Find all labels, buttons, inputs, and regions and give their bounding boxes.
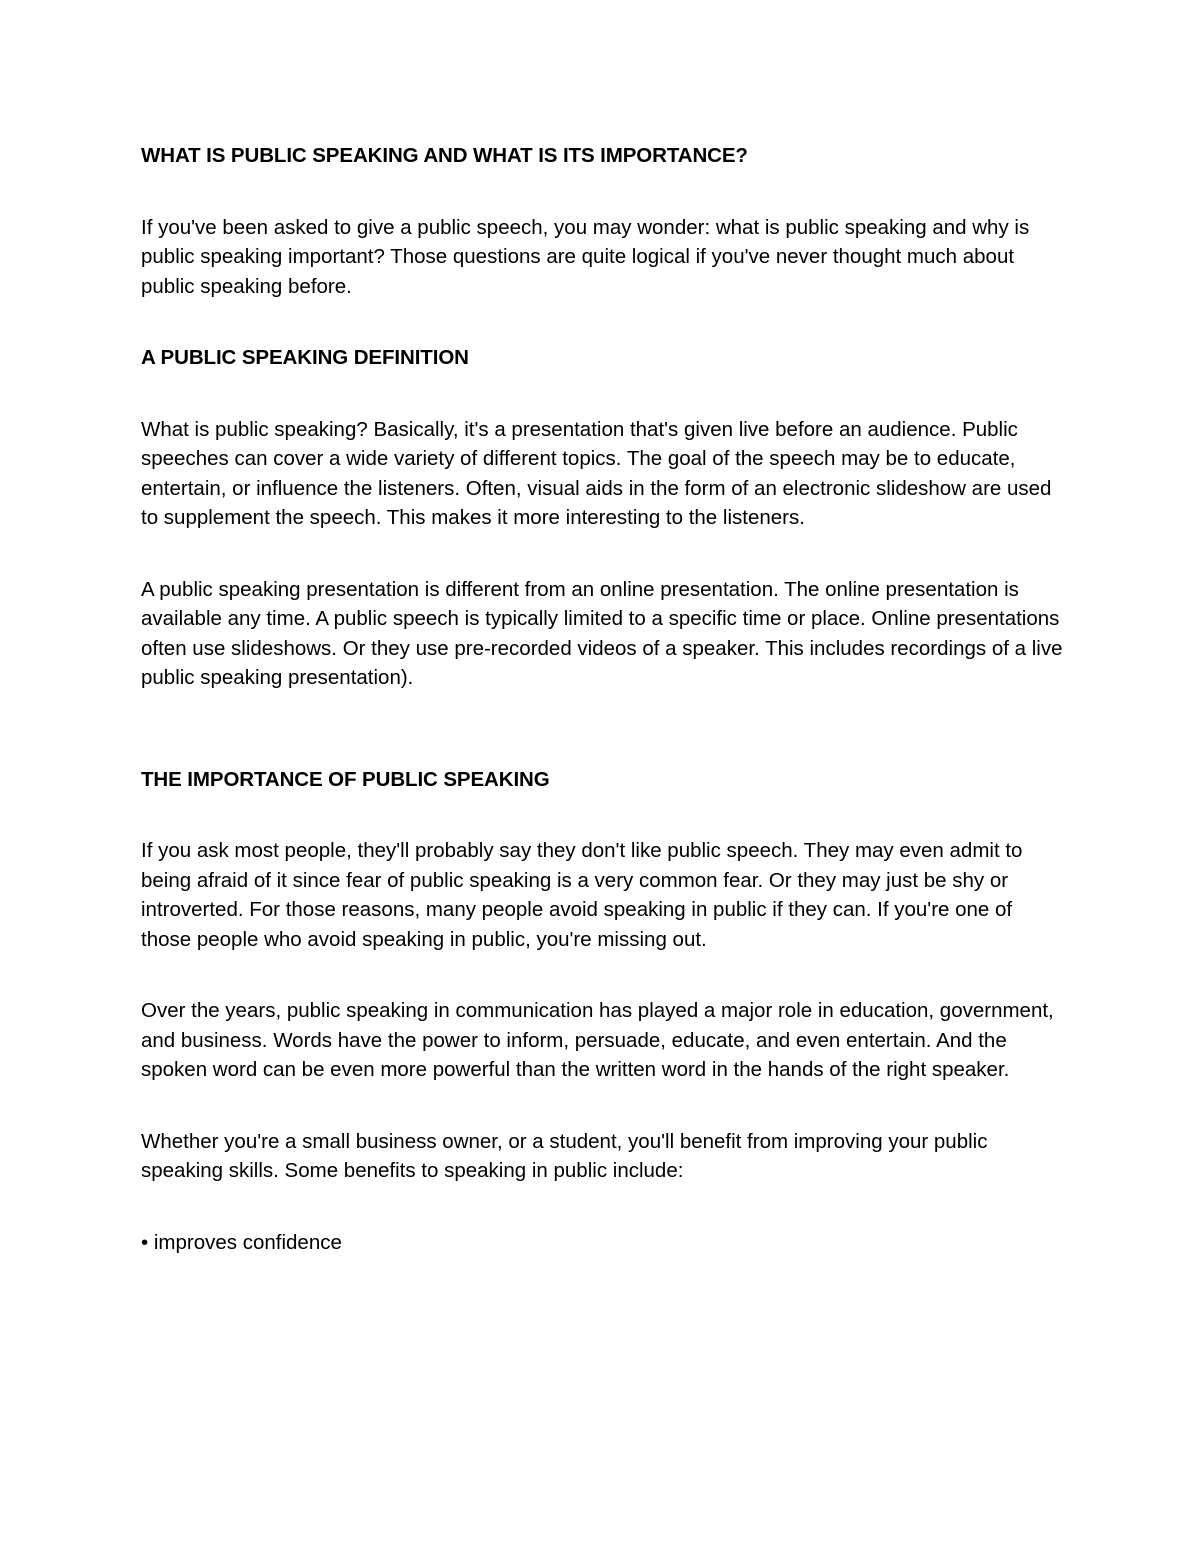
section-heading-definition: A PUBLIC SPEAKING DEFINITION	[141, 346, 469, 369]
definition-paragraph-1: What is public speaking? Basically, it's a presentation that's given live before an audience. Public speeches can cover a wide variety of different topics. The goal of the speech may be to educate, entertain, or influence the listeners. Often, visual aids in the form of an electronic slideshow are used to supplement the speech. This makes it more interesting to the listeners.	[141, 417, 1052, 529]
importance-paragraph-1: If you ask most people, they'll probably say they don't like public speech. They may even admit to being afraid of it since fear of public speaking is a very common fear. Or they may just be shy or introverted. For those reasons, many people avoid speaking in public if they can. If you're one of those people who avoid speaking in public, you're missing out.	[141, 839, 1023, 951]
definition-paragraph-2: A public speaking presentation is different from an online presentation. The online presentation is available any time. A public speech is typically limited to a specific time or place. Online presentations often use slideshows. Or they use pre-recorded videos of a speaker. This includes recordings of a live public speaking presentation).	[141, 577, 1063, 689]
importance-paragraph-2: Over the years, public speaking in communication has played a major role in education, government, and business. Words have the power to inform, persuade, educate, and even entertain. And the spoken word can be even more powerful than the written word in the hands of the right speaker.	[141, 999, 1054, 1081]
benefits-list	[141, 1228, 1066, 1258]
intro-paragraph: If you've been asked to give a public speech, you may wonder: what is public speaking and why is public speaking important? Those questions are quite logical if you've never thought much about public speaking before.	[141, 215, 1030, 298]
list-item: • improves confidence	[141, 1230, 342, 1254]
document-page	[141, 141, 1066, 1257]
importance-paragraph-3: Whether you're a small business owner, or a student, you'll benefit from improving your public speaking skills. Some benefits to speaking in public include:	[141, 1129, 988, 1182]
document-title: WHAT IS PUBLIC SPEAKING AND WHAT IS ITS IMPORTANCE?	[141, 144, 748, 167]
section-heading-importance: THE IMPORTANCE OF PUBLIC SPEAKING	[141, 767, 550, 791]
